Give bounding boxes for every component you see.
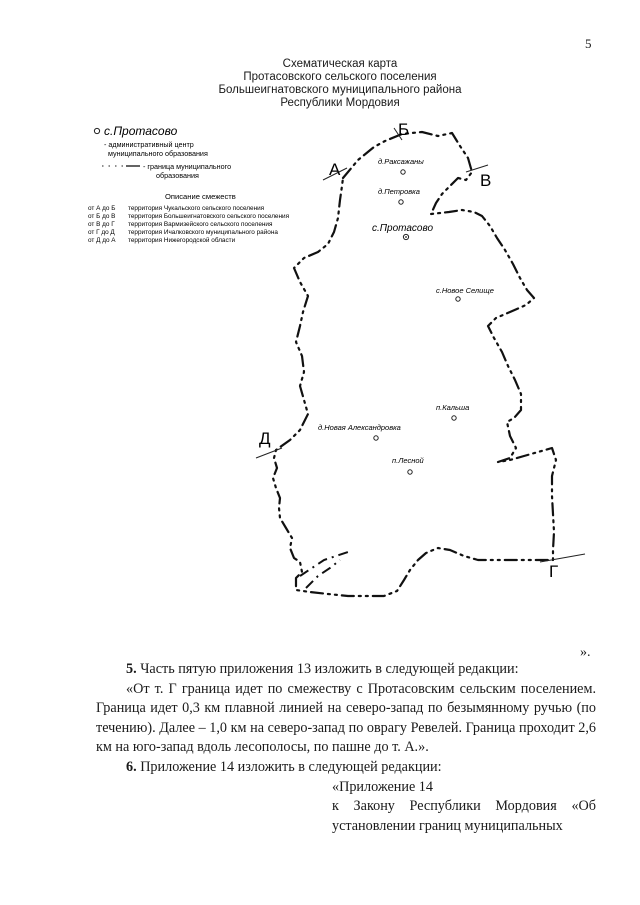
point-g-tick <box>540 554 585 562</box>
appendix-line: к Закону Республики Мордовия «Об <box>332 798 596 815</box>
settlement-label: д.Новая Александровка <box>318 423 401 432</box>
adjacency-range: от Г до Д <box>88 229 115 236</box>
adjacency-text: территория Ичалковского муниципального района <box>128 229 278 236</box>
item-5-number: 5. <box>126 661 137 677</box>
point-g-label: Г <box>549 562 559 581</box>
appendix-line: установлении границ муниципальных <box>332 817 563 834</box>
settlement-center-dot-icon <box>405 236 407 238</box>
adjacency-text: территория Чукальского сельского поселения <box>128 205 265 212</box>
settlement-label: п.Кальша <box>436 403 470 412</box>
adjacency-range: от Б до В <box>88 213 116 220</box>
settlement-label: д.Петровка <box>378 187 420 196</box>
municipal-boundary <box>273 132 559 596</box>
adjacency-range: от Д до А <box>88 237 116 244</box>
point-v-label: В <box>480 171 492 190</box>
appendix-header <box>332 778 596 837</box>
item-5 <box>96 660 596 680</box>
page-number: 5 <box>585 36 592 51</box>
legend-center-desc: - административный центр <box>104 140 194 149</box>
map-legend <box>88 124 290 244</box>
stream-line <box>300 552 348 588</box>
map-title-line: Республики Мордовия <box>280 97 400 109</box>
adjacency-text: территория Вармизейского сельского поселения <box>128 221 273 228</box>
map-title-line: Большеигнатовского муниципального района <box>218 84 462 96</box>
adjacency-text: территория Нижегородской области <box>128 237 236 244</box>
item-5-quote: «От т. Г граница идет по смежеству с Протасовским сельским поселением. Граница идет 0,3 км плавной линией на северо-запад по безымянному ручью (по течению). Далее – 1,0 км на северо-запад по оврагу Ревелей. Граница проходит 2,6 км на юго-запад вдоль лесополосы, по пашне до т. А.». <box>96 680 596 756</box>
map-title-line: Протасовского сельского поселения <box>243 71 437 83</box>
adjacency-range: от А до Б <box>88 205 116 212</box>
point-d-label: Д <box>259 429 271 448</box>
settlement-label-center: с.Протасово <box>372 223 434 234</box>
item-6-text: Приложение 14 изложить в следующей редакции: <box>136 758 442 775</box>
settlement-marker-icon <box>408 470 412 474</box>
legend-border-desc: - граница муниципального <box>143 162 232 171</box>
settlement-marker-icon <box>374 436 378 440</box>
settlement-marker-icon <box>456 297 460 301</box>
settlement-marker-icon <box>401 170 405 174</box>
settlement-marker-icon <box>399 200 403 204</box>
closing-quote: ». <box>580 645 591 660</box>
point-b-label: Б <box>398 120 410 139</box>
body-text <box>96 660 596 836</box>
settlement-label: с.Новое Селище <box>436 286 494 295</box>
item-5-text: Часть пятую приложения 13 изложить в следующей редакции: <box>136 661 519 677</box>
appendix-line: «Приложение 14 <box>332 778 433 795</box>
adjacency-title: Описание смежеств <box>165 192 236 201</box>
item-6-number: 6. <box>126 758 137 775</box>
settlement-label: п.Лесной <box>392 456 424 465</box>
settlement-marker-icon <box>452 416 456 420</box>
legend-border-desc: образования <box>156 171 199 180</box>
map-title-line: Схематическая карта <box>282 58 398 70</box>
adjacency-text: территория Большеигнатовского сельского поселения <box>128 213 290 220</box>
point-a-label: А <box>329 160 341 179</box>
item-6 <box>96 758 596 778</box>
legend-center-desc: муниципального образования <box>108 149 208 158</box>
settlement-label: д.Ракс​ажаны <box>378 157 424 166</box>
point-d-tick <box>256 448 282 458</box>
center-marker-icon <box>94 128 99 133</box>
legend-center-name: с.Протасово <box>104 124 178 138</box>
adjacency-range: от В до Г <box>88 221 115 228</box>
